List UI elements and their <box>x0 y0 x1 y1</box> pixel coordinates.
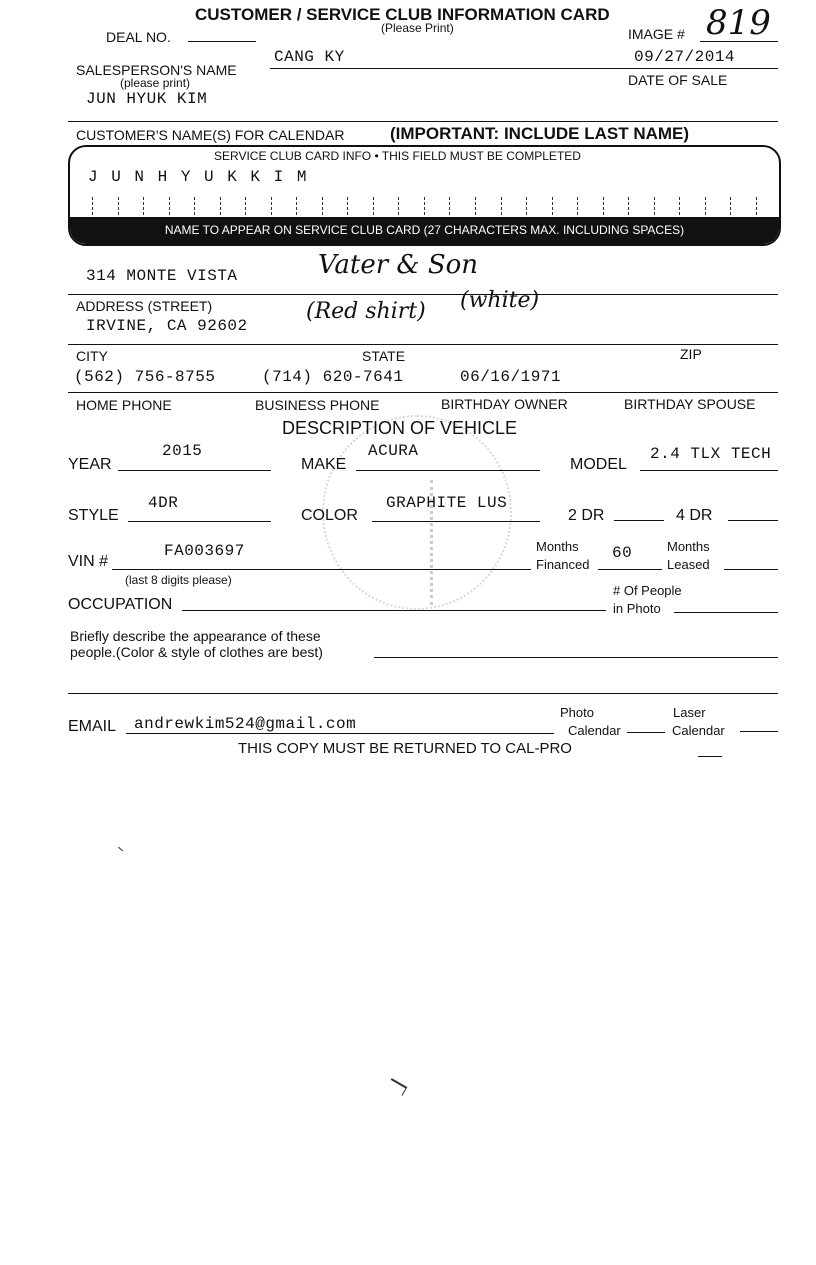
date-of-sale-label: DATE OF SALE <box>628 72 728 88</box>
vin-value: FA003697 <box>164 542 245 560</box>
business-phone-label: BUSINESS PHONE <box>255 397 380 413</box>
months-financed-value: 60 <box>612 544 633 562</box>
people-in-photo-label-2: in Photo <box>613 601 661 616</box>
months-financed-label-2: Financed <box>536 557 590 572</box>
home-phone-value: (562) 756-8755 <box>74 368 216 386</box>
please-print-small: (please print) <box>120 76 191 90</box>
photo-label: Photo <box>560 705 594 720</box>
style-label: STYLE <box>68 507 119 524</box>
year-value: 2015 <box>162 442 203 460</box>
style-value: 4DR <box>148 494 179 512</box>
email-value: andrewkim524@gmail.com <box>134 715 357 733</box>
character-ticks <box>92 197 757 215</box>
stray-mark-bottom <box>387 1078 408 1096</box>
image-number-label: IMAGE # <box>628 26 685 42</box>
service-club-field-note: SERVICE CLUB CARD INFO • THIS FIELD MUST BE COMPLETED <box>214 149 581 163</box>
zip-label: ZIP <box>680 346 702 362</box>
birthday-spouse-label: BIRTHDAY SPOUSE <box>624 396 756 412</box>
model-value: 2.4 TLX TECH <box>650 445 772 463</box>
deal-no-label: DEAL NO. <box>106 29 171 45</box>
address-street-label: ADDRESS (STREET) <box>76 298 213 314</box>
service-club-card-box <box>68 145 781 246</box>
service-club-band: NAME TO APPEAR ON SERVICE CLUB CARD (27 CHARACTERS MAX. INCLUDING SPACES) <box>70 217 779 244</box>
photo-calendar-label: Calendar <box>568 723 621 738</box>
vin-label: VIN # <box>68 553 109 570</box>
four-door-label: 4 DR <box>676 507 713 524</box>
color-label: COLOR <box>301 507 358 524</box>
people-in-photo-label-1: # Of People <box>613 583 682 598</box>
salesperson-value: CANG KY <box>274 48 345 66</box>
model-label: MODEL <box>570 456 627 473</box>
laser-calendar-label: Calendar <box>672 723 725 738</box>
date-of-sale-value: 09/27/2014 <box>634 48 736 66</box>
color-value: GRAPHITE LUS <box>386 494 508 512</box>
months-leased-label-2: Leased <box>667 557 710 572</box>
email-label: EMAIL <box>68 718 117 735</box>
appearance-label-line-1: Briefly describe the appearance of these <box>70 628 321 644</box>
please-print-note: (Please Print) <box>381 21 454 35</box>
calendar-name-label: CUSTOMER'S NAME(S) FOR CALENDAR <box>76 127 345 143</box>
vin-note: (last 8 digits please) <box>125 573 232 587</box>
appearance-label-line-2: people.(Color & style of clothes are best) <box>70 644 323 660</box>
printed-customer-name: JUN HYUK KIM <box>86 90 208 108</box>
months-financed-label-1: Months <box>536 539 579 554</box>
months-leased-label-1: Months <box>667 539 710 554</box>
form-title: CUSTOMER / SERVICE CLUB INFORMATION CARD <box>195 5 610 24</box>
make-label: MAKE <box>301 456 347 473</box>
state-label: STATE <box>362 348 406 364</box>
handwritten-note-red-shirt: (Red shirt) <box>306 299 426 324</box>
birthday-owner-value: 06/16/1971 <box>460 368 562 386</box>
important-note: (IMPORTANT: INCLUDE LAST NAME) <box>390 124 690 143</box>
service-club-name-value: J U N H Y U K K I M <box>88 168 309 186</box>
city-value: IRVINE, CA 92602 <box>86 317 248 335</box>
image-number-value: 819 <box>706 3 771 43</box>
two-door-label: 2 DR <box>568 507 605 524</box>
city-label: CITY <box>76 348 108 364</box>
street-value: 314 MONTE VISTA <box>86 267 238 285</box>
return-note: THIS COPY MUST BE RETURNED TO CAL-PRO <box>238 740 572 757</box>
vehicle-section-heading: DESCRIPTION OF VEHICLE <box>282 418 518 438</box>
stray-mark <box>115 847 123 855</box>
occupation-label: OCCUPATION <box>68 596 173 613</box>
birthday-owner-label: BIRTHDAY OWNER <box>441 396 568 412</box>
home-phone-label: HOME PHONE <box>76 397 172 413</box>
year-label: YEAR <box>68 456 112 473</box>
make-value: ACURA <box>368 442 419 460</box>
laser-label: Laser <box>673 705 706 720</box>
salesperson-label: SALESPERSON'S NAME <box>76 62 237 78</box>
business-phone-value: (714) 620-7641 <box>262 368 404 386</box>
handwritten-note-white: (white) <box>460 288 540 313</box>
handwritten-note-vater-son: Vater & Son <box>318 250 479 280</box>
